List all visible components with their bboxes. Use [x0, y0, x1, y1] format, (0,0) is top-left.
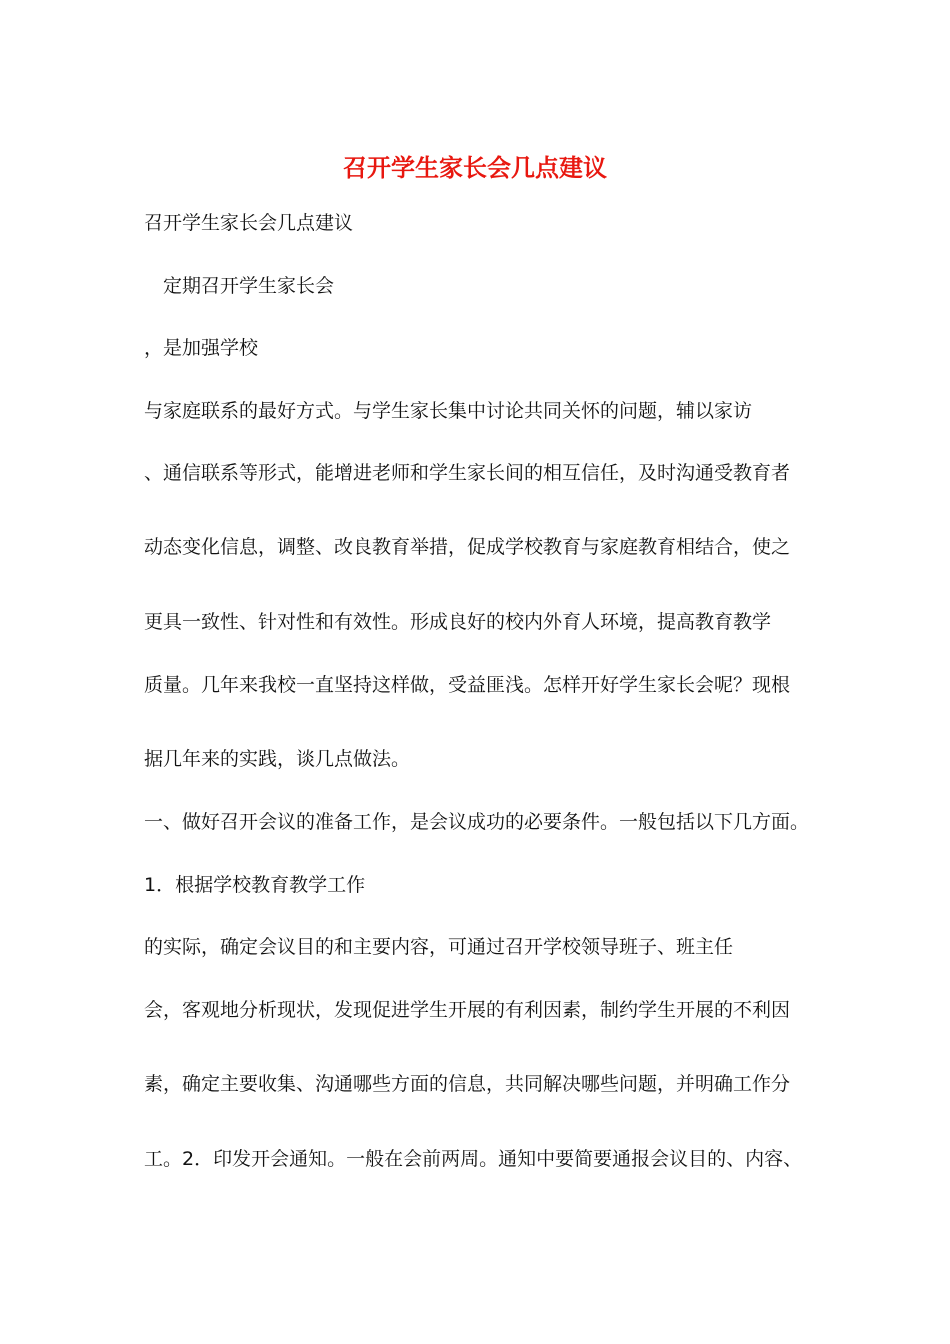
text-line: 一、做好召开会议的准备工作，是会议成功的必要条件。一般包括以下几方面。 [144, 811, 810, 833]
text-line: 与家庭联系的最好方式。与学生家长集中讨论共同关怀的问题，辅以家访 [144, 400, 753, 422]
text-line: 动态变化信息，调整、改良教育举措，促成学校教育与家庭教育相结合，使之 [144, 536, 791, 558]
text-line: 会，客观地分析现状，发现促进学生开展的有利因素，制约学生开展的不利因 [144, 999, 791, 1021]
text-line: 素，确定主要收集、沟通哪些方面的信息，共同解决哪些问题，并明确工作分 [144, 1073, 791, 1095]
text-line: 质量。几年来我校一直坚持这样做，受益匪浅。怎样开好学生家长会呢？现根 [144, 674, 791, 696]
text-line: 据几年来的实践，谈几点做法。 [144, 748, 411, 770]
text-line: 更具一致性、针对性和有效性。形成良好的校内外育人环境，提高教育教学 [144, 611, 772, 633]
text-line: 1．根据学校教育教学工作 [144, 874, 366, 896]
text-line: 工。2．印发开会通知。一般在会前两周。通知中要简要通报会议目的、内容、 [144, 1148, 803, 1170]
text-line: 定期召开学生家长会 [163, 275, 335, 297]
text-line: 的实际，确定会议目的和主要内容，可通过召开学校领导班子、班主任 [144, 936, 734, 958]
document-title: 召开学生家长会几点建议 [343, 153, 607, 182]
text-line-subtitle: 召开学生家长会几点建议 [144, 212, 354, 234]
text-line: ，是加强学校 [144, 337, 259, 359]
text-line: 、通信联系等形式，能增进老师和学生家长间的相互信任，及时沟通受教育者 [144, 462, 791, 484]
